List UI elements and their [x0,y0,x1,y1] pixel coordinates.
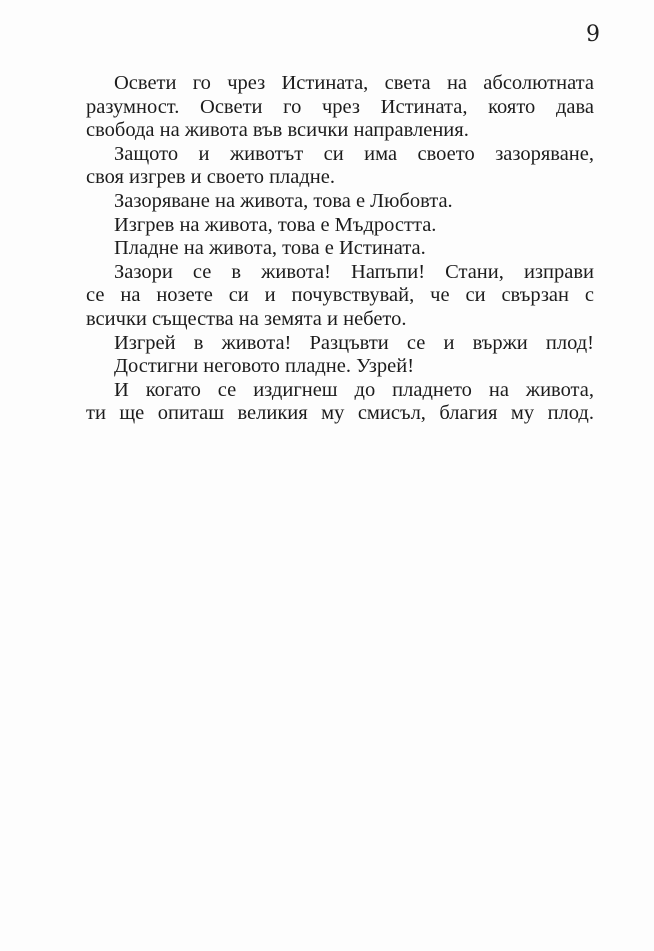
text-line: Изгрей в живота! Разцъвти се и вържи плод! [114,331,594,354]
page-number: 9 [586,22,600,47]
text-line: своя изгрев и своето пладне. [86,166,336,189]
text-line: И когато се издигнеш до пладнето на живота, [114,378,594,401]
text-line: Пладне на живота, това е Истината. [114,237,426,260]
text-line: свобода на живота във всички направления. [86,119,469,142]
text-line: ти ще опиташ великия му смисъл, благия му плод. [86,402,594,425]
text-line: Зазоряване на живота, това е Любовта. [114,189,453,212]
body-text [86,72,594,426]
text-line: разумност. Освети го чрез Истината, която дава [86,95,594,118]
text-line: Изгрев на живота, това е Мъдростта. [114,213,437,236]
text-line: Достигни неговото пладне. Узрей! [114,355,415,378]
text-line: се на нозете си и почувствувай, че си свързан с [86,284,594,307]
text-line: всички същества на земята и небето. [86,307,407,330]
text-line: Зазори се в живота! Напъпи! Стани, изправи [114,260,594,283]
text-line: Защото и животът си има своето зазоряване, [114,142,594,165]
text-line: Освети го чрез Истината, света на абсолютната [114,72,594,94]
